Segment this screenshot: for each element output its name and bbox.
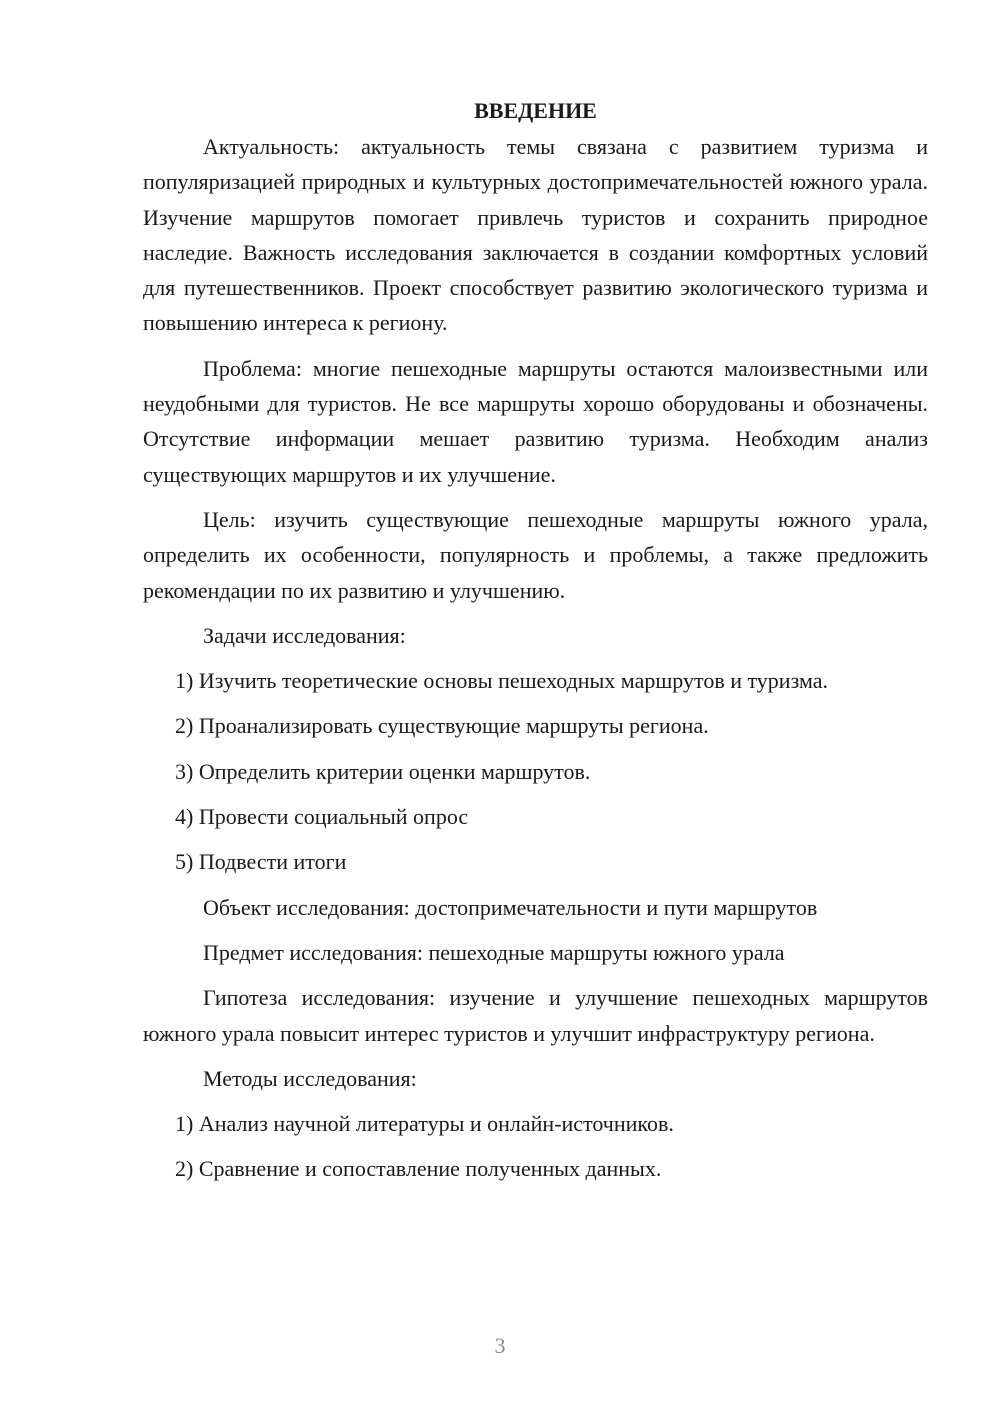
document-page <box>143 93 928 1197</box>
method-item-1: 1) Анализ научной литературы и онлайн-источников. <box>175 1111 674 1137</box>
tasks-heading: Задачи исследования: <box>203 622 406 648</box>
task-item-1: 1) Изучить теоретические основы пешеходных маршрутов и туризма. <box>175 668 828 694</box>
research-subject: Предмет исследования: пешеходные маршруты южного урала <box>203 939 785 965</box>
hypothesis-paragraph: Гипотеза исследования: изучение и улучшение пешеходных маршрутов южного урала повысит интерес туристов и улучшит инфраструктуру региона. <box>143 985 928 1046</box>
page-title: ВВЕДЕНИЕ <box>474 98 597 123</box>
problem-paragraph: Проблема: многие пешеходные маршруты остаются малоизвестными или неудобными для туристов. Не все маршруты хорошо оборудованы и обозначены. Отсутствие информации мешает развитию туризма. Необходим анализ существующих маршрутов и их улучшение. <box>143 355 928 487</box>
page-number: 3 <box>494 1333 506 1358</box>
task-item-4: 4) Провести социальный опрос <box>175 804 469 830</box>
task-item-2: 2) Проанализировать существующие маршруты региона. <box>175 713 709 739</box>
research-object: Объект исследования: достопримечательности и пути маршрутов <box>203 894 818 920</box>
method-item-2: 2) Сравнение и сопоставление полученных данных. <box>175 1156 662 1182</box>
task-item-3: 3) Определить критерии оценки маршрутов. <box>175 758 591 784</box>
task-item-5: 5) Подвести итоги <box>175 849 347 875</box>
relevance-paragraph: Актуальность: актуальность темы связана с развитием туризма и популяризацией природных и культурных достопримечательностей южного урала. Изучение маршрутов помогает привлечь туристов и сохранить природное наследие. Важность исследования заключается в создании комфортных условий для путешественников. Проект способствует развитию экологического туризма и повышению интереса к региону. <box>143 134 928 336</box>
goal-paragraph: Цель: изучить существующие пешеходные маршруты южного урала, определить их особенности, популярность и проблемы, а также предложить рекомендации по их развитию и улучшению. <box>143 506 928 603</box>
methods-heading: Методы исследования: <box>203 1065 417 1091</box>
